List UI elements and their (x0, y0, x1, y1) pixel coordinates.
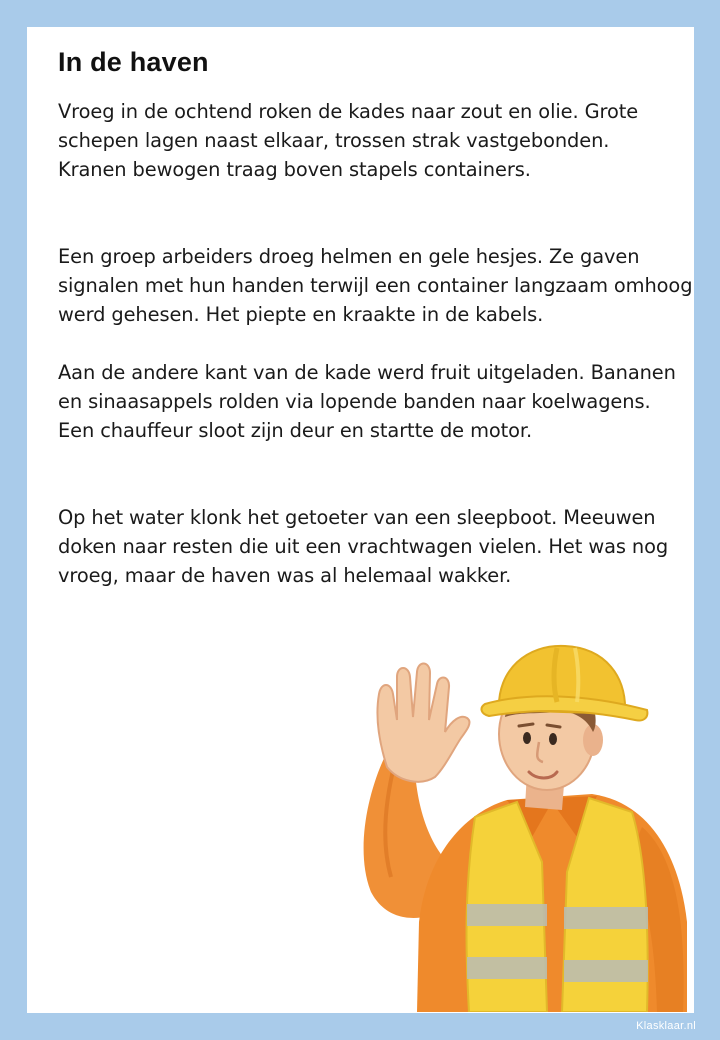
worksheet-page (27, 27, 694, 1013)
reflective-stripe-top (467, 904, 547, 926)
waving-hand (377, 663, 469, 781)
page-title: In de haven (58, 47, 209, 77)
eye-right (549, 733, 557, 745)
eye-left (523, 732, 531, 744)
reflective-stripe-bottom (467, 957, 547, 979)
waving-worker-illustration (357, 622, 687, 1012)
paragraph-3: Aan de andere kant van de kade werd fruit uitgeladen. Bananen en sinaasappels rolden via lopende banden naar koelwagens. Een chauffeur sloot zijn deur en startte de motor. (58, 361, 676, 442)
paragraph-2: Een groep arbeiders droeg helmen en gele hesjes. Ze gaven signalen met hun handen terwijl een container langzaam omhoog werd gehesen. Het piepte en kraakte in de kabels. (58, 245, 693, 326)
footer-brand: Klasklaar.nl (636, 1020, 696, 1032)
paragraph-4: Op het water klonk het getoeter van een sleepboot. Meeuwen doken naar resten die uit een vrachtwagen vielen. Het was nog vroeg, maar de haven was al helemaal wakker. (58, 506, 669, 587)
paragraph-1: Vroeg in de ochtend roken de kades naar zout en olie. Grote schepen lagen naast elkaar, trossen strak vastgebonden. Kranen bewogen traag boven stapels containers. (58, 100, 639, 181)
